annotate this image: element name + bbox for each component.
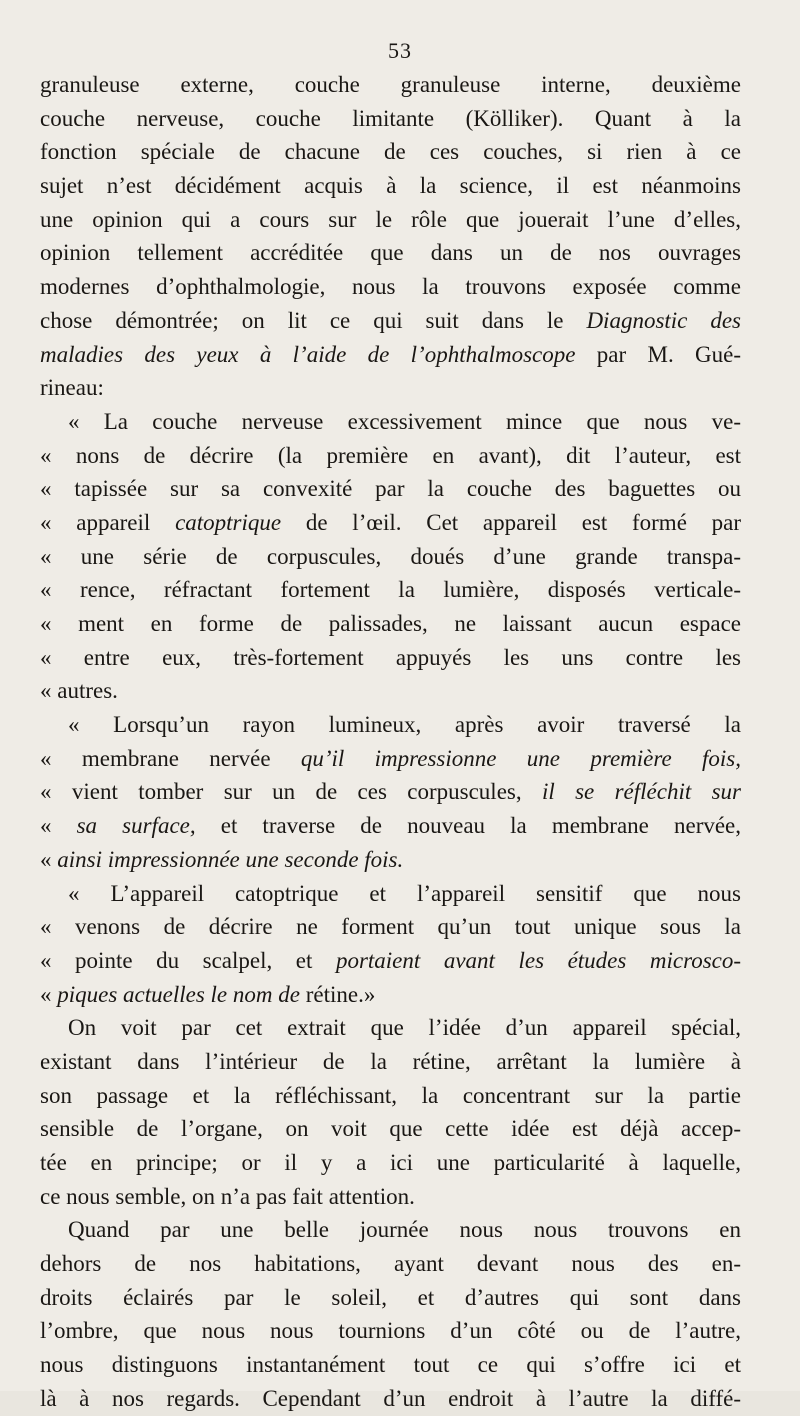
text-line: On voit par cet extrait que l’idée d’un appareil spécial, xyxy=(68,1015,741,1041)
text-span: « pointe du scalpel, et xyxy=(40,947,313,973)
quote-line xyxy=(40,506,741,540)
text-line: dehors de nos habitations, ayant devant nous des en- xyxy=(40,1251,741,1277)
quote-line: « une série de corpuscules, doués d’une grande transpa- xyxy=(40,543,741,569)
quote-line: « ment en forme de palissades, ne laissant aucun espace xyxy=(40,611,741,636)
text-line: couche nerveuse, couche limitante (Kölliker). Quant à la xyxy=(40,105,741,131)
text-line: opinion tellement accréditée que dans un de nos ouvrages xyxy=(40,240,741,266)
italic-phrase: il se réfléchit sur xyxy=(541,779,741,805)
text-span: rétine.» xyxy=(305,981,376,1007)
quote-line: « L’appareil catoptrique et l’appareil sensitif que nous xyxy=(68,880,741,906)
book-title: maladies des yeux à l’aide de l’ophthalmoscope xyxy=(40,341,576,367)
text-span: par M. Gué- xyxy=(596,341,741,367)
book-title: Diagnostic des xyxy=(586,307,741,333)
text-line: son passage et la réfléchissant, la concentrant sur la partie xyxy=(40,1082,741,1108)
text-line: ce nous semble, on n’a pas fait attention. xyxy=(40,1183,415,1209)
text-line xyxy=(40,304,741,338)
quote-line: « La couche nerveuse excessivement mince que nous ve- xyxy=(68,408,741,434)
quote-line: « nons de décrire (la première en avant), dit l’auteur, est xyxy=(40,442,741,468)
text-line: nous distinguons instantanément tout ce qui s’offre ici et xyxy=(40,1352,741,1378)
text-span: « xyxy=(40,813,52,839)
italic-phrase: ainsi impressionnée une seconde fois. xyxy=(57,846,404,872)
italic-term: catoptrique xyxy=(175,509,282,535)
quote-line xyxy=(40,978,741,1012)
text-span: et traverse de nouveau la membrane nervée, xyxy=(220,813,742,839)
text-line xyxy=(40,338,741,372)
text-line: fonction spéciale de chacune de ces couches, si rien à ce xyxy=(40,139,741,165)
text-line: modernes d’ophthalmologie, nous la trouvons exposée comme xyxy=(40,274,741,300)
quote-line: « entre eux, très-fortement appuyés les uns contre les xyxy=(40,644,741,670)
italic-phrase: portaient avant les études microsco- xyxy=(335,947,742,973)
quote-line: « tapissée sur sa convexité par la couche des baguettes ou xyxy=(40,476,741,502)
text-span: « xyxy=(40,981,52,1007)
italic-phrase: qu’il impressionne une première fois, xyxy=(300,745,741,771)
body-text xyxy=(40,68,741,1416)
text-line: Quand par une belle journée nous nous trouvons en xyxy=(68,1217,741,1243)
text-line: droits éclairés par le soleil, et d’autres qui sont dans xyxy=(40,1284,741,1310)
italic-phrase: piques actuelles le nom de xyxy=(57,981,300,1007)
text-span: « vient tomber sur un de ces corpuscules, xyxy=(40,779,522,805)
text-line: sujet n’est décidément acquis à la science, il est néanmoins xyxy=(40,173,741,199)
page-number: 53 xyxy=(388,38,412,63)
text-span: « membrane nervée xyxy=(40,745,271,771)
text-line: une opinion qui a cours sur le rôle que jouerait l’une d’elles, xyxy=(40,206,741,232)
text-line: l’ombre, que nous nous tournions d’un côté ou de l’autre, xyxy=(40,1318,741,1344)
quote-line: « autres. xyxy=(40,678,118,704)
text-span: chose démontrée; on lit ce qui suit dans le xyxy=(40,307,564,333)
text-line: granuleuse externe, couche granuleuse interne, deuxième xyxy=(40,72,741,97)
quote-line xyxy=(40,843,741,877)
text-span: « appareil xyxy=(40,509,151,535)
quote-line xyxy=(40,809,741,843)
quote-line: « rence, réfractant fortement la lumière, disposés verticale- xyxy=(40,577,741,603)
quote-line xyxy=(40,742,741,776)
italic-phrase: sa surface, xyxy=(76,813,196,839)
quote-line: « Lorsqu’un rayon lumineux, après avoir traversé la xyxy=(68,712,741,738)
text-span: « xyxy=(40,846,52,872)
text-line: là à nos regards. Cependant d’un endroit à l’autre la diffé- xyxy=(40,1385,741,1411)
text-line: existant dans l’intérieur de la rétine, arrêtant la lumière à xyxy=(40,1048,741,1074)
text-span: de l’œil. Cet appareil est formé par xyxy=(305,509,742,535)
text-line: rineau: xyxy=(40,375,104,401)
quote-line xyxy=(40,944,741,978)
quote-line: « venons de décrire ne forment qu’un tout unique sous la xyxy=(40,914,741,940)
text-line: tée en principe; or il y a ici une particularité à laquelle, xyxy=(40,1150,741,1175)
quote-line xyxy=(40,775,741,809)
text-line: sensible de l’organe, on voit que cette idée est déjà accep- xyxy=(40,1116,741,1142)
